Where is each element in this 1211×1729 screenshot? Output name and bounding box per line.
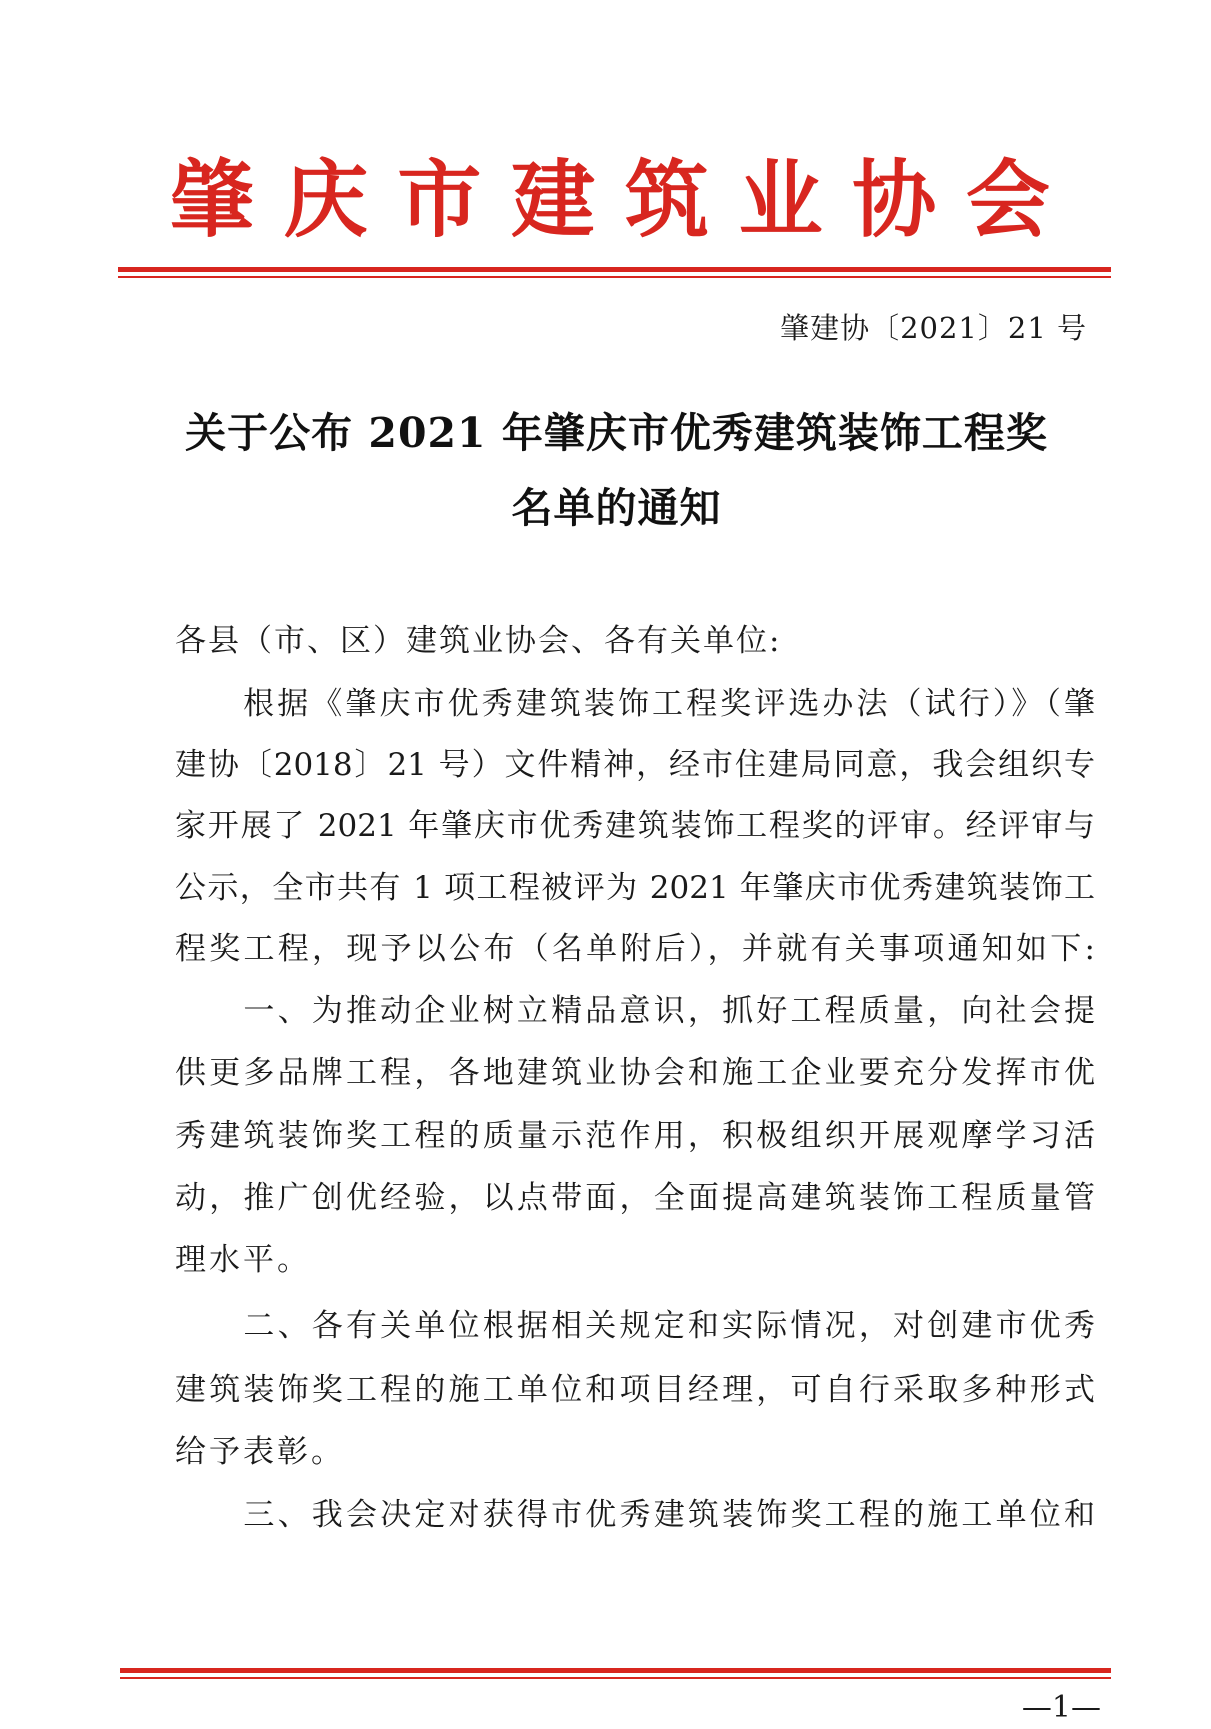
body-line: 给予表彰。 [175, 1434, 345, 1470]
body-line: 秀建筑装饰奖工程的质量示范作用，积极组织开展观摩学习活 [175, 1118, 1095, 1154]
body-line: 建协〔2018〕21 号）文件精神，经市住建局同意，我会组织专 [175, 747, 1095, 783]
organization-header [170, 150, 1050, 250]
footer-divider-thin [120, 1677, 1111, 1679]
body-line: 供更多品牌工程，各地建筑业协会和施工企业要充分发挥市优 [175, 1055, 1095, 1091]
footer-divider-thick [120, 1668, 1111, 1673]
body-line: 家开展了 2021 年肇庆市优秀建筑装饰工程奖的评审。经评审与 [175, 808, 1095, 844]
salutation: 各县（市、区）建筑业协会、各有关单位: [175, 623, 782, 659]
org-char: 建 [511, 151, 596, 249]
org-char: 协 [852, 151, 937, 249]
document-title-line-1: 关于公布 2021 年肇庆市优秀建筑装饰工程奖 [185, 409, 1048, 457]
org-char: 筑 [624, 151, 709, 249]
org-char: 会 [965, 151, 1050, 249]
body-line: 一、为推动企业树立精品意识，抓好工程质量，向社会提 [175, 993, 1095, 1029]
body-line: 三、我会决定对获得市优秀建筑装饰奖工程的施工单位和 [175, 1497, 1095, 1533]
document-title-line-2: 名单的通知 [511, 484, 722, 532]
body-line: 二、各有关单位根据相关规定和实际情况，对创建市优秀 [175, 1308, 1095, 1344]
header-divider-thick [118, 267, 1111, 272]
body-line: 建筑装饰奖工程的施工单位和项目经理，可自行采取多种形式 [175, 1372, 1095, 1408]
document-number: 肇建协〔2021〕21 号 [780, 311, 1087, 345]
body-line: 程奖工程，现予以公布（名单附后），并就有关事项通知如下: [175, 931, 1095, 967]
body-line: 动，推广创优经验，以点带面，全面提高建筑装饰工程质量管 [175, 1180, 1095, 1216]
body-line: 根据《肇庆市优秀建筑装饰工程奖评选办法（试行）》（肇 [175, 686, 1095, 722]
org-char: 肇 [170, 151, 255, 249]
org-char: 庆 [283, 151, 368, 249]
page-number: —1— [1021, 1690, 1101, 1725]
org-char: 业 [738, 151, 823, 249]
body-line: 理水平。 [175, 1242, 311, 1278]
body-line: 公示，全市共有 1 项工程被评为 2021 年肇庆市优秀建筑装饰工 [175, 870, 1095, 906]
org-char: 市 [397, 151, 482, 249]
header-divider-thin [118, 276, 1111, 278]
